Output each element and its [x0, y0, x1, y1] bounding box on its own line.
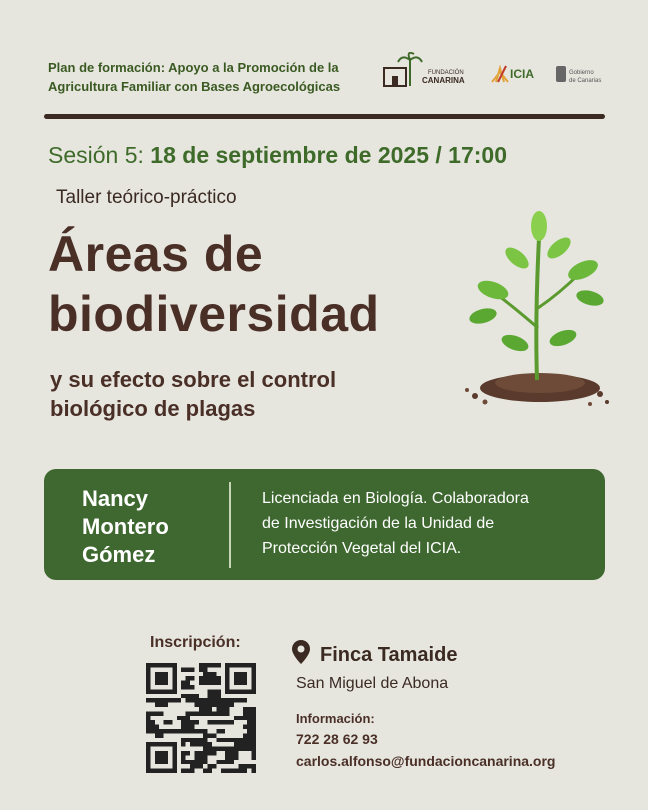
contact-label: Información: — [296, 711, 375, 726]
speaker-bio — [262, 486, 592, 561]
speaker-first-name: Nancy — [82, 486, 149, 511]
event-subtitle — [50, 365, 336, 423]
training-plan-header — [48, 58, 368, 96]
session-datetime: 18 de septiembre de 2025 / 17:00 — [150, 142, 507, 168]
bio-line-2: de Investigación de la Unidad de — [262, 515, 495, 532]
subtitle-line-1: y su efecto sobre el control — [50, 367, 337, 392]
speaker-surname-1: Montero — [82, 514, 169, 539]
partner-logos — [380, 52, 610, 96]
venue-name: Finca Tamaide — [320, 644, 458, 666]
subtitle-line-2: biológico de plagas — [50, 396, 256, 421]
fundacion-canarina-logo — [384, 53, 465, 86]
canarina-text: CANARINA — [422, 76, 465, 85]
gobierno-canarias-logo — [556, 66, 601, 84]
fundacion-text: FUNDACIÓN — [428, 70, 464, 76]
program-line-2: Agricultura Familiar con Bases Agroecológicas — [48, 79, 341, 94]
icia-logo — [492, 66, 534, 82]
icia-text: ICIA — [510, 67, 534, 81]
venue-city: San Miguel de Abona — [296, 675, 449, 692]
speaker-name — [82, 485, 169, 569]
header-divider — [44, 114, 605, 119]
bio-line-1: Licenciada en Biología. Colaboradora — [262, 490, 529, 507]
title-line-2: biodiversidad — [48, 286, 380, 342]
contact-phone[interactable]: 722 28 62 93 — [296, 731, 378, 747]
gobierno-text: Gobierno — [569, 70, 594, 76]
bio-line-3: Protección Vegetal del ICIA. — [262, 540, 462, 557]
event-type: Taller teórico-práctico — [56, 187, 237, 208]
title-line-1: Áreas de — [48, 226, 264, 282]
event-title — [48, 224, 380, 344]
program-line-1: Plan de formación: Apoyo a la Promoción de la — [48, 60, 339, 75]
seedling-illustration — [455, 198, 615, 423]
speaker-surname-2: Gómez — [82, 542, 156, 567]
registration-label: Inscripción: — [150, 634, 241, 651]
session-date — [48, 142, 507, 169]
session-prefix: Sesión 5: — [48, 142, 151, 168]
speaker-divider — [229, 482, 231, 568]
canarias-text: de Canarias — [569, 78, 602, 84]
registration-qr-code[interactable] — [146, 663, 256, 773]
contact-email[interactable]: carlos.alfonso@fundacioncanarina.org — [296, 753, 556, 769]
map-pin-icon — [292, 640, 310, 664]
